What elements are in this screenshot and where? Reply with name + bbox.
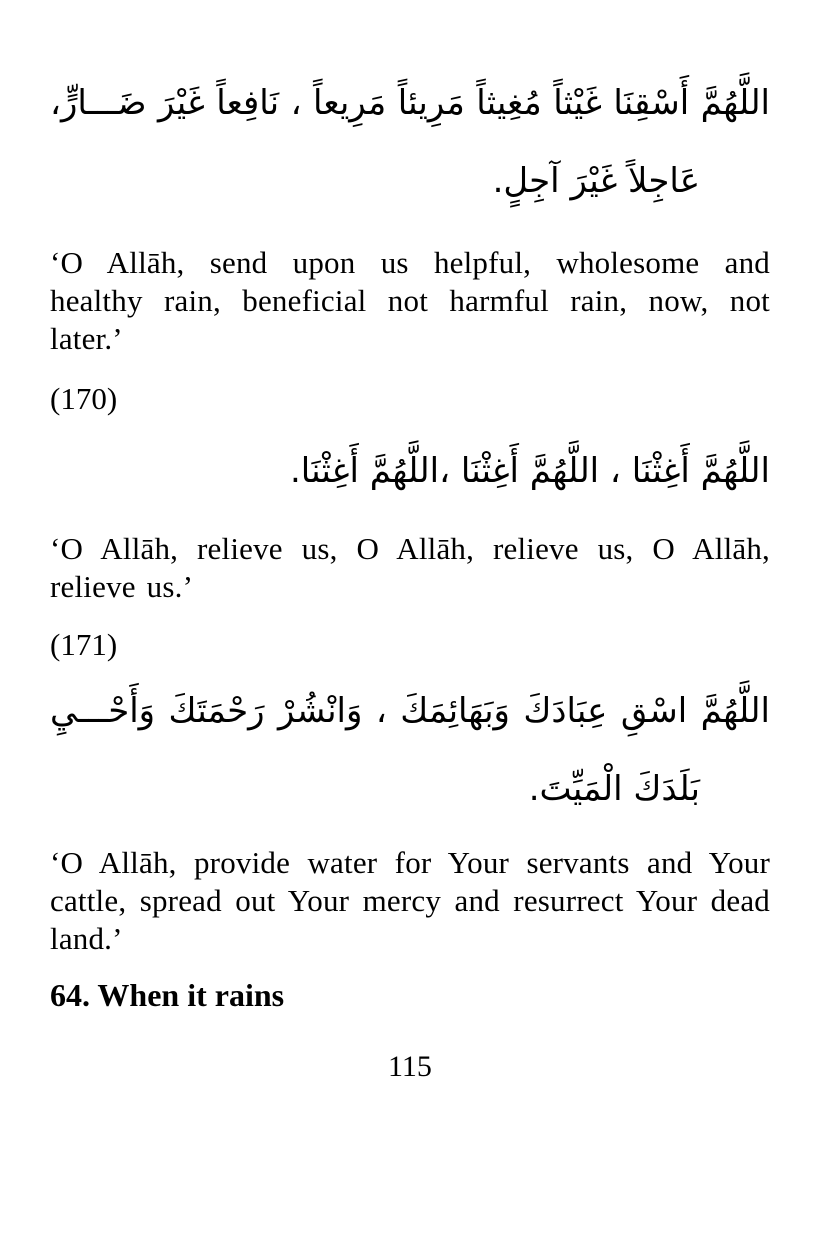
arabic-dua-relieve-us <box>50 432 770 510</box>
arabic-dua-rain-request <box>50 64 770 220</box>
arabic-line: اللَّهُمَّ أَسْقِنَا غَيْثاً مُغِيثاً مَرِيئاً مَرِيعاً ، نَافِعاً غَيْرَ ضَـــارٍّ، <box>50 83 770 123</box>
page-number: 115 <box>388 1050 432 1083</box>
section-heading: 64. When it rains <box>50 977 285 1013</box>
arabic-line: بَلَدَكَ الْمَيِّتَ. <box>528 769 700 809</box>
english-translation: ‘O Allāh, provide water for Your servants and Your cattle, spread out Your mercy and resurrect Your dead land.’ <box>50 845 770 956</box>
arabic-line: اللَّهُمَّ أَغِثْنَا ، اللَّهُمَّ أَغِثْنَا ،اللَّهُمَّ أَغِثْنَا. <box>289 451 770 491</box>
dua-reference-number: (171) <box>50 627 118 662</box>
arabic-line: اللَّهُمَّ اسْقِ عِبَادَكَ وَبَهَائِمَكَ ، وَانْشُرْ رَحْمَتَكَ وَأَحْـــيِ <box>50 691 770 731</box>
arabic-dua-water-servants <box>50 672 770 828</box>
arabic-line: عَاجِلاً غَيْرَ آجِلٍ. <box>492 161 700 201</box>
english-translation: ‘O Allāh, relieve us, O Allāh, relieve us, O Allāh, relieve us.’ <box>50 531 770 604</box>
dua-reference-number: (170) <box>50 381 118 416</box>
english-translation: ‘O Allāh, send upon us helpful, wholesome and healthy rain, beneficial not harmful rain, now, not later.’ <box>50 245 770 356</box>
